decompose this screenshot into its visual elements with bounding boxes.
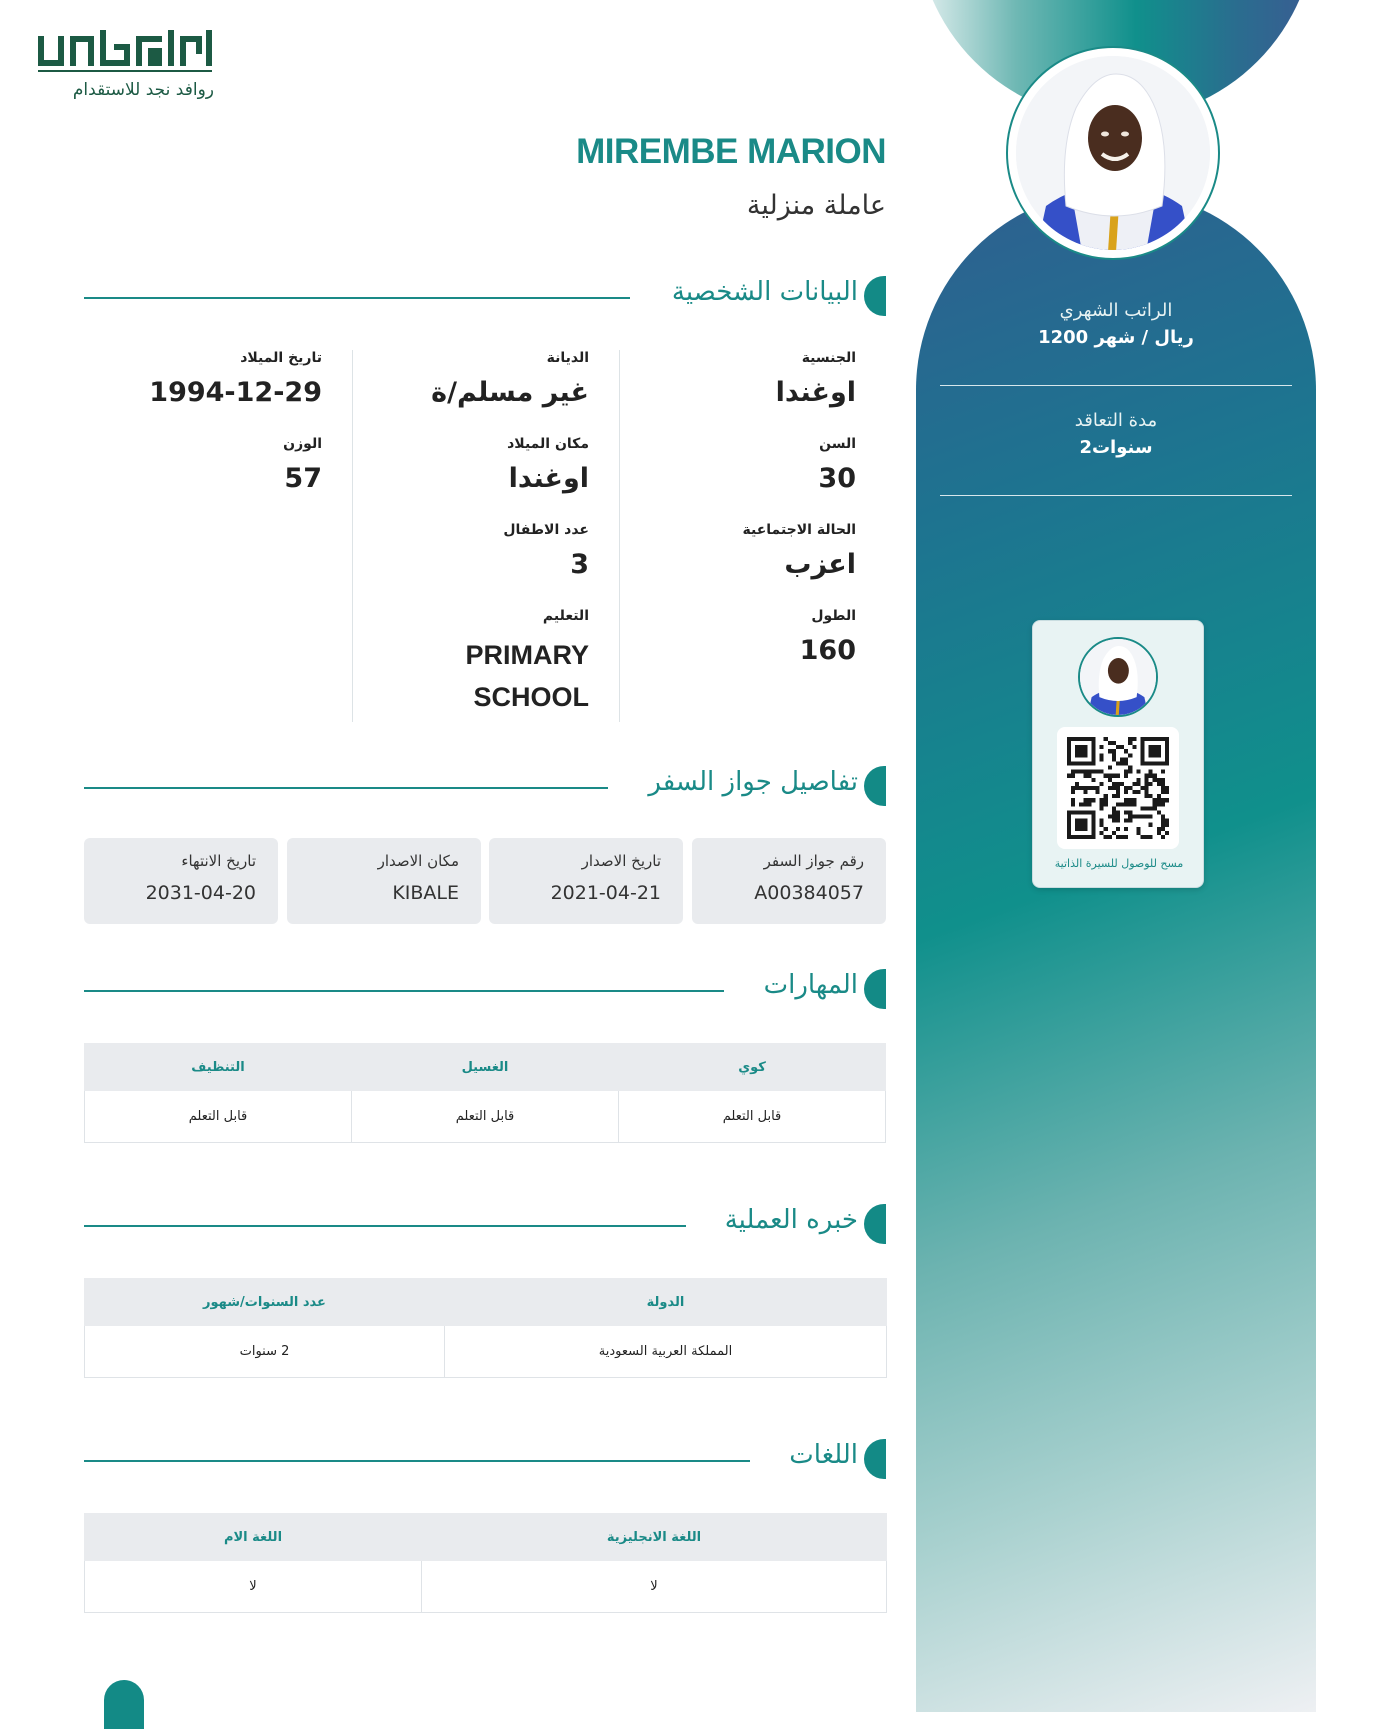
section-title: تفاصيل جواز السفر bbox=[648, 767, 858, 797]
table-header-row bbox=[85, 1044, 886, 1091]
marital-status-value: اعزب bbox=[784, 549, 856, 580]
table-row bbox=[85, 1091, 886, 1143]
table-cell: قابل التعلم bbox=[352, 1091, 619, 1143]
weight-label: الوزن bbox=[283, 436, 322, 452]
section-title: المهارات bbox=[763, 970, 858, 1000]
passport-number-card bbox=[692, 838, 886, 924]
education-label: التعليم bbox=[542, 608, 589, 624]
birthdate-value: 1994-12-29 bbox=[149, 377, 322, 408]
contract-label: مدة التعاقد bbox=[1074, 410, 1158, 431]
section-tab bbox=[864, 1439, 886, 1479]
qr-caption: مسح للوصول للسيرة الذاتية bbox=[1054, 857, 1184, 870]
table-header: الغسيل bbox=[352, 1044, 619, 1091]
qr-card-photo bbox=[1078, 637, 1158, 717]
qr-card[interactable] bbox=[1032, 620, 1204, 888]
bottom-decor-tab bbox=[104, 1680, 144, 1729]
section-skills-heading bbox=[84, 968, 886, 1012]
languages-table bbox=[84, 1513, 887, 1613]
section-rule bbox=[84, 990, 724, 992]
birthplace-label: مكان الميلاد bbox=[507, 436, 589, 452]
section-languages-heading bbox=[84, 1438, 886, 1482]
birthdate-label: تاريخ الميلاد bbox=[240, 350, 322, 366]
section-experience-heading bbox=[84, 1203, 886, 1247]
section-title: البيانات الشخصية bbox=[671, 277, 858, 307]
section-personal-heading bbox=[84, 275, 886, 319]
issue-date-label: تاريخ الاصدار bbox=[581, 852, 661, 870]
education-value-line: PRIMARY bbox=[465, 640, 589, 670]
worker-role: عاملة منزلية bbox=[746, 190, 886, 221]
table-header: عدد السنوات/شهور bbox=[85, 1279, 445, 1326]
section-tab bbox=[864, 766, 886, 806]
education-value-line: SCHOOL bbox=[473, 682, 589, 712]
personal-column-1 bbox=[604, 350, 856, 694]
nationality-value: اوغندا bbox=[775, 377, 856, 408]
expiry-date-label: تاريخ الانتهاء bbox=[181, 852, 256, 870]
logo-caption: روافد نجد للاستقدام bbox=[72, 80, 214, 100]
skills-table bbox=[84, 1043, 886, 1143]
children-value: 3 bbox=[570, 549, 589, 580]
table-header: التنظيف bbox=[85, 1044, 352, 1091]
personal-column-2 bbox=[337, 350, 589, 718]
table-cell: لا bbox=[85, 1561, 422, 1613]
issue-place-card bbox=[287, 838, 481, 924]
table-cell: 2 سنوات bbox=[85, 1326, 445, 1378]
religion-label: الديانة bbox=[546, 350, 589, 366]
table-header-row bbox=[85, 1514, 887, 1561]
table-header: اللغة الام bbox=[85, 1514, 422, 1561]
column-separator bbox=[619, 350, 620, 722]
contract-value: 2سنوات bbox=[1079, 437, 1153, 458]
expiry-date-card bbox=[84, 838, 278, 924]
table-header: كوي bbox=[619, 1044, 886, 1091]
table-cell: المملكة العربية السعودية bbox=[445, 1326, 887, 1378]
children-label: عدد الاطفال bbox=[503, 522, 589, 538]
section-tab bbox=[864, 276, 886, 316]
contract-block bbox=[940, 410, 1292, 458]
table-cell: لا bbox=[422, 1561, 887, 1613]
birthplace-value: اوغندا bbox=[508, 463, 589, 494]
education-value bbox=[337, 630, 589, 718]
section-passport-heading bbox=[84, 765, 886, 809]
age-value: 30 bbox=[818, 463, 856, 494]
worker-name: MIREMBE MARION bbox=[576, 132, 886, 171]
section-rule bbox=[84, 1460, 750, 1462]
profile-photo-frame bbox=[1006, 46, 1220, 260]
table-header: اللغة الانجليزية bbox=[422, 1514, 887, 1561]
table-row bbox=[85, 1561, 887, 1613]
section-rule bbox=[84, 1225, 686, 1227]
issue-date-card bbox=[489, 838, 683, 924]
profile-photo bbox=[1016, 56, 1210, 250]
issue-place-value: KIBALE bbox=[392, 882, 459, 904]
qr-code[interactable] bbox=[1057, 727, 1179, 849]
nationality-label: الجنسية bbox=[801, 350, 856, 366]
weight-value: 57 bbox=[284, 463, 322, 494]
personal-column-3 bbox=[70, 350, 322, 522]
salary-value: 1200 ريال / شهر bbox=[1038, 327, 1194, 348]
section-title: خبره العملية bbox=[724, 1205, 858, 1235]
section-tab bbox=[864, 1204, 886, 1244]
sidebar-divider bbox=[940, 385, 1292, 386]
issue-place-label: مكان الاصدار bbox=[377, 852, 459, 870]
column-separator bbox=[352, 350, 353, 722]
table-header: الدولة bbox=[445, 1279, 887, 1326]
issue-date-value: 2021-04-21 bbox=[550, 882, 661, 904]
section-rule bbox=[84, 297, 630, 299]
marital-status-label: الحالة الاجتماعية bbox=[742, 522, 856, 538]
section-title: اللغات bbox=[789, 1440, 858, 1470]
salary-label: الراتب الشهري bbox=[1059, 300, 1173, 321]
expiry-date-value: 2031-04-20 bbox=[145, 882, 256, 904]
experience-table bbox=[84, 1278, 887, 1378]
table-cell: قابل التعلم bbox=[85, 1091, 352, 1143]
age-label: السن bbox=[819, 436, 856, 452]
section-rule bbox=[84, 787, 608, 789]
table-header-row bbox=[85, 1279, 887, 1326]
section-tab bbox=[864, 969, 886, 1009]
table-row bbox=[85, 1326, 887, 1378]
height-label: الطول bbox=[811, 608, 856, 624]
passport-number-label: رقم جواز السفر bbox=[763, 852, 864, 870]
table-cell: قابل التعلم bbox=[619, 1091, 886, 1143]
religion-value: غير مسلم/ة bbox=[431, 377, 589, 408]
height-value: 160 bbox=[799, 635, 856, 666]
salary-block bbox=[940, 300, 1292, 348]
sidebar-divider bbox=[940, 495, 1292, 496]
passport-number-value: A00384057 bbox=[754, 882, 864, 904]
